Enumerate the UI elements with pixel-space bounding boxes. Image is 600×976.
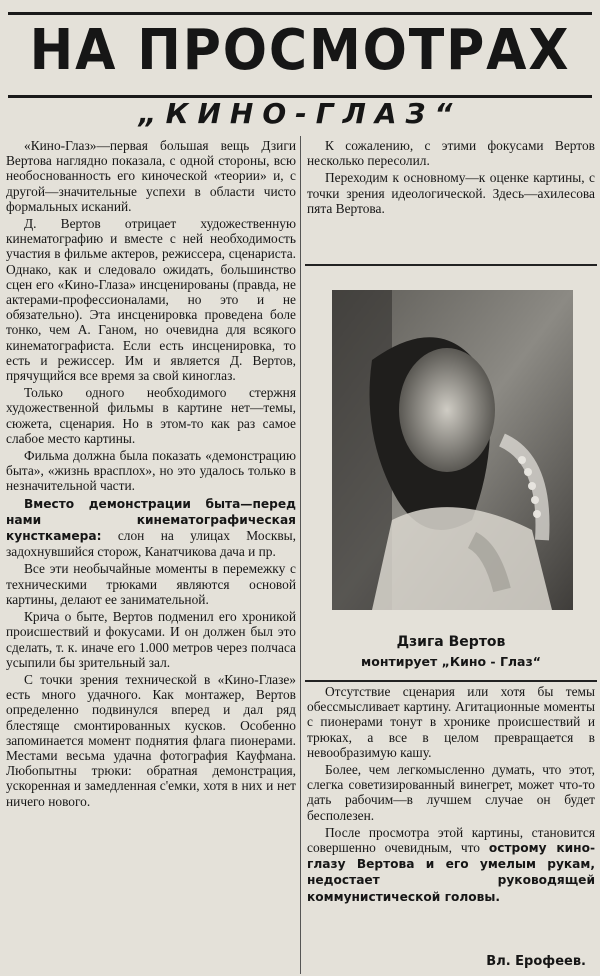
title-rule-top <box>8 12 592 15</box>
photo-rule-top <box>305 264 597 266</box>
photo-caption-text: монтирует „Кино - Глаз“ <box>361 654 541 669</box>
paragraph: «Кино-Глаз»—первая большая вещь Дзиги Вертова наглядно показала, с одной стороны, всю необоснованность его киноческой «теории» и, с другой—значительные успехи в области чисто формальных исканий. <box>6 138 296 214</box>
paragraph-bold-tail <box>307 825 595 905</box>
paragraph: Переходим к основному—к оценке картины, с точки зрения идеологической. Здесь—ахилесова пята Вертова. <box>307 170 595 216</box>
paragraph: Крича о быте, Вертов подменил его хроникой происшествий и фокусами. И он должен был это сделать, т. к. иначе его 1.000 метров через полчаса усыпили бы зрительный зал. <box>6 609 296 670</box>
paragraph-bold-lead <box>6 496 296 560</box>
photo-rule-bottom <box>305 680 597 682</box>
paragraph: К сожалению, с этими фокусами Вертов несколько пересолил. <box>307 138 595 169</box>
left-column <box>6 138 296 973</box>
paragraph-tail: слон на улицах Москвы, задохнувшийся сторож, Канатчикова дача и пр. <box>6 528 296 560</box>
paragraph: Фильма должна была показать «демонстрацию быта», «жизнь врасплох», но это удалось только в незначительной части. <box>6 448 296 494</box>
article-title: „КИНО-ГЛАЗ“ <box>138 97 462 130</box>
masthead <box>0 0 600 100</box>
bold-phrase: острому кино-глазу Вертова и его умелым рукам, недостает руководящей коммунистической головы. <box>307 841 595 904</box>
paragraph: Более, чем легкомысленно думать, что этот, слегка советизированный винегрет, может что-то дать рабочим—в лучшем случае он будет бесполезен. <box>307 762 595 823</box>
right-column-bottom <box>307 684 595 974</box>
paragraph: Только одного необходимого стержня художественной фильмы в картине нет—темы, сюжета, сценария. Но в этом-то как раз самое слабое место картины. <box>6 385 296 446</box>
right-column-top <box>307 138 595 258</box>
bold-phrase: Вместо демонстрации быта—перед нами кинематографическая кунсткамера: <box>6 496 296 544</box>
paragraph: С точки зрения технической в «Кино-Глазе» есть много удачного. Как монтажер, Вертов определенно подвинулся вперед и дал ряд блестяще смонтированных кусков. Особенно запоминается момент поднятия флага пионерами. Местами весьма удачна фотография Кауфмана. Любопытны трюки: обратная демонстрация, ускоренная и замедленная с'емки, хотя в них и нет ничего нового. <box>6 671 296 809</box>
photo-image <box>332 290 573 610</box>
photo-caption-name: Дзига Вертов <box>396 634 506 650</box>
paragraph: Д. Вертов отрицает художественную кинематографию и вместе с ней необходимость участия в фильме актеров, режиссера, сценариста. Однако, как и следовало ожидать, большинство сцен его «Кино-Глаза» инсценированы (правда, не актерами-профессионалами, но это и не обязательно). Эта инсценировка проведена боле тонко, чем А. Ганом, но очевидна для всякого кинематографиста. Если есть инсценировка, то есть и режиссер. Им и является Д. Вертов, прячущийся все время за свой киноглаз. <box>6 216 296 384</box>
paragraph: Все эти необычайные моменты в перемежку с техническими трюками являются основой картины, делают ее занимательной. <box>6 561 296 607</box>
column-divider <box>300 136 301 974</box>
section-title: НА ПРОСМОТРАХ <box>29 18 571 83</box>
paragraph-lead: После просмотра этой картины, становится совершенно очевидным, что <box>307 824 595 856</box>
portrait-photo <box>332 290 573 610</box>
author-signature: Вл. Ерофеев. <box>486 954 586 969</box>
paragraph: Отсутствие сценария или хотя бы темы обессмысливает картину. Агитационные моменты с пионерами тонут в хронике происшествий и трюках, а все в целом превращается в невообразимую кашу. <box>307 684 595 760</box>
